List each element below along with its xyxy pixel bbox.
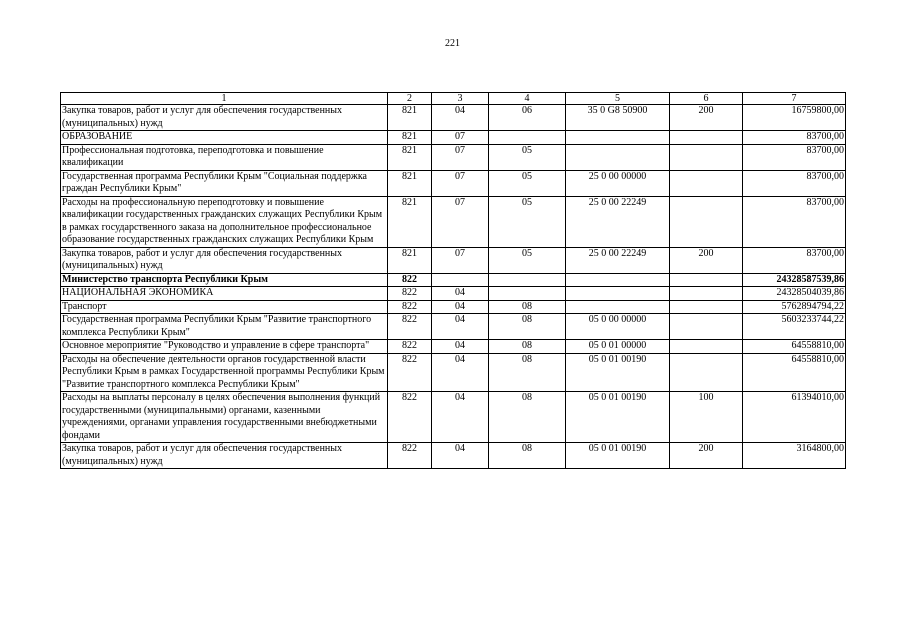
expense-type-cell [670, 196, 743, 247]
section-cell: 07 [432, 196, 489, 247]
subsection-cell: 08 [489, 392, 566, 443]
item-name-cell: Государственная программа Республики Крым "Социальная поддержка граждан Республики Крым" [61, 170, 388, 196]
amount-cell: 83700,00 [743, 131, 846, 145]
target-article-cell: 05 0 01 00190 [566, 443, 670, 469]
ministry-code-cell: 822 [388, 273, 432, 287]
target-article-cell [566, 131, 670, 145]
item-name-cell: Расходы на обеспечение деятельности органов государственной власти Республики Крым в рамках Государственной программы Республики Крым "Развитие транспортного комплекса Республики Крым" [61, 353, 388, 392]
column-header: 1 [61, 93, 388, 105]
amount-cell: 24328504039,86 [743, 287, 846, 301]
amount-cell: 61394010,00 [743, 392, 846, 443]
subsection-cell: 05 [489, 247, 566, 273]
expense-type-cell [670, 131, 743, 145]
ministry-code-cell: 822 [388, 314, 432, 340]
ministry-code-cell: 821 [388, 247, 432, 273]
amount-cell: 83700,00 [743, 196, 846, 247]
section-cell: 04 [432, 287, 489, 301]
table-row [61, 196, 846, 247]
subsection-cell: 08 [489, 340, 566, 354]
expense-type-cell [670, 273, 743, 287]
item-name-cell: Расходы на выплаты персоналу в целях обеспечения выполнения функций государственными (муниципальными) органами, казенными учреждениями, органами управления государственными внебюджетными фондами [61, 392, 388, 443]
section-cell: 04 [432, 105, 489, 131]
table-row [61, 443, 846, 469]
expense-type-cell [670, 340, 743, 354]
section-cell: 04 [432, 300, 489, 314]
column-header: 7 [743, 93, 846, 105]
target-article-cell [566, 144, 670, 170]
expense-type-cell: 200 [670, 247, 743, 273]
section-cell: 04 [432, 314, 489, 340]
section-cell: 07 [432, 131, 489, 145]
table-row [61, 300, 846, 314]
ministry-code-cell: 822 [388, 287, 432, 301]
table-row [61, 144, 846, 170]
target-article-cell: 35 0 G8 50900 [566, 105, 670, 131]
target-article-cell: 05 0 01 00000 [566, 340, 670, 354]
target-article-cell: 25 0 00 22249 [566, 196, 670, 247]
amount-cell: 64558810,00 [743, 340, 846, 354]
table-row [61, 273, 846, 287]
section-cell: 07 [432, 144, 489, 170]
subsection-cell: 08 [489, 300, 566, 314]
ministry-code-cell: 821 [388, 105, 432, 131]
item-name-cell: НАЦИОНАЛЬНАЯ ЭКОНОМИКА [61, 287, 388, 301]
item-name-cell: Закупка товаров, работ и услуг для обеспечения государственных (муниципальных) нужд [61, 105, 388, 131]
subsection-cell: 08 [489, 443, 566, 469]
table-row [61, 287, 846, 301]
section-cell: 04 [432, 353, 489, 392]
section-cell: 07 [432, 170, 489, 196]
column-header: 6 [670, 93, 743, 105]
column-header: 2 [388, 93, 432, 105]
subsection-cell: 05 [489, 170, 566, 196]
item-name-cell: Расходы на профессиональную переподготовку и повышение квалификации государственных гражданских служащих Республики Крым в рамках государственного заказа на дополнительное профессиональное образование государственных гражданских служащих Республики Крым [61, 196, 388, 247]
ministry-code-cell: 821 [388, 170, 432, 196]
ministry-code-cell: 821 [388, 144, 432, 170]
table-row [61, 314, 846, 340]
section-cell: 04 [432, 340, 489, 354]
expense-type-cell: 100 [670, 392, 743, 443]
header-row [61, 93, 846, 105]
ministry-code-cell: 822 [388, 353, 432, 392]
table-row [61, 247, 846, 273]
table-row [61, 105, 846, 131]
expense-type-cell [670, 353, 743, 392]
table-row [61, 392, 846, 443]
column-header: 3 [432, 93, 489, 105]
target-article-cell: 05 0 00 00000 [566, 314, 670, 340]
ministry-code-cell: 822 [388, 340, 432, 354]
target-article-cell [566, 273, 670, 287]
ministry-code-cell: 822 [388, 300, 432, 314]
subsection-cell [489, 131, 566, 145]
table-row [61, 353, 846, 392]
subsection-cell: 05 [489, 144, 566, 170]
amount-cell: 3164800,00 [743, 443, 846, 469]
subsection-cell: 06 [489, 105, 566, 131]
item-name-cell: Закупка товаров, работ и услуг для обеспечения государственных (муниципальных) нужд [61, 247, 388, 273]
table-row [61, 340, 846, 354]
ministry-code-cell: 821 [388, 131, 432, 145]
amount-cell: 5762894794,22 [743, 300, 846, 314]
column-header: 4 [489, 93, 566, 105]
amount-cell: 83700,00 [743, 247, 846, 273]
subsection-cell [489, 287, 566, 301]
item-name-cell: Закупка товаров, работ и услуг для обеспечения государственных (муниципальных) нужд [61, 443, 388, 469]
target-article-cell: 05 0 01 00190 [566, 392, 670, 443]
section-cell [432, 273, 489, 287]
target-article-cell: 25 0 00 22249 [566, 247, 670, 273]
expense-type-cell [670, 287, 743, 301]
section-cell: 04 [432, 392, 489, 443]
subsection-cell: 08 [489, 314, 566, 340]
target-article-cell: 25 0 00 00000 [566, 170, 670, 196]
section-cell: 04 [432, 443, 489, 469]
page-number: 221 [445, 38, 460, 49]
item-name-cell: Государственная программа Республики Крым "Развитие транспортного комплекса Республики Крым" [61, 314, 388, 340]
target-article-cell [566, 300, 670, 314]
budget-table [60, 92, 846, 469]
item-name-cell: Основное мероприятие "Руководство и управление в сфере транспорта" [61, 340, 388, 354]
section-cell: 07 [432, 247, 489, 273]
amount-cell: 83700,00 [743, 170, 846, 196]
amount-cell: 24328587539,86 [743, 273, 846, 287]
expense-type-cell [670, 314, 743, 340]
item-name-cell: Министерство транспорта Республики Крым [61, 273, 388, 287]
subsection-cell [489, 273, 566, 287]
ministry-code-cell: 821 [388, 196, 432, 247]
item-name-cell: ОБРАЗОВАНИЕ [61, 131, 388, 145]
subsection-cell: 05 [489, 196, 566, 247]
item-name-cell: Профессиональная подготовка, переподготовка и повышение квалификации [61, 144, 388, 170]
ministry-code-cell: 822 [388, 392, 432, 443]
target-article-cell [566, 287, 670, 301]
subsection-cell: 08 [489, 353, 566, 392]
expense-type-cell: 200 [670, 443, 743, 469]
amount-cell: 64558810,00 [743, 353, 846, 392]
expense-type-cell: 200 [670, 105, 743, 131]
expense-type-cell [670, 144, 743, 170]
target-article-cell: 05 0 01 00190 [566, 353, 670, 392]
column-header: 5 [566, 93, 670, 105]
item-name-cell: Транспорт [61, 300, 388, 314]
table-row [61, 131, 846, 145]
expense-type-cell [670, 170, 743, 196]
amount-cell: 5603233744,22 [743, 314, 846, 340]
amount-cell: 83700,00 [743, 144, 846, 170]
ministry-code-cell: 822 [388, 443, 432, 469]
expense-type-cell [670, 300, 743, 314]
amount-cell: 16759800,00 [743, 105, 846, 131]
table-row [61, 170, 846, 196]
